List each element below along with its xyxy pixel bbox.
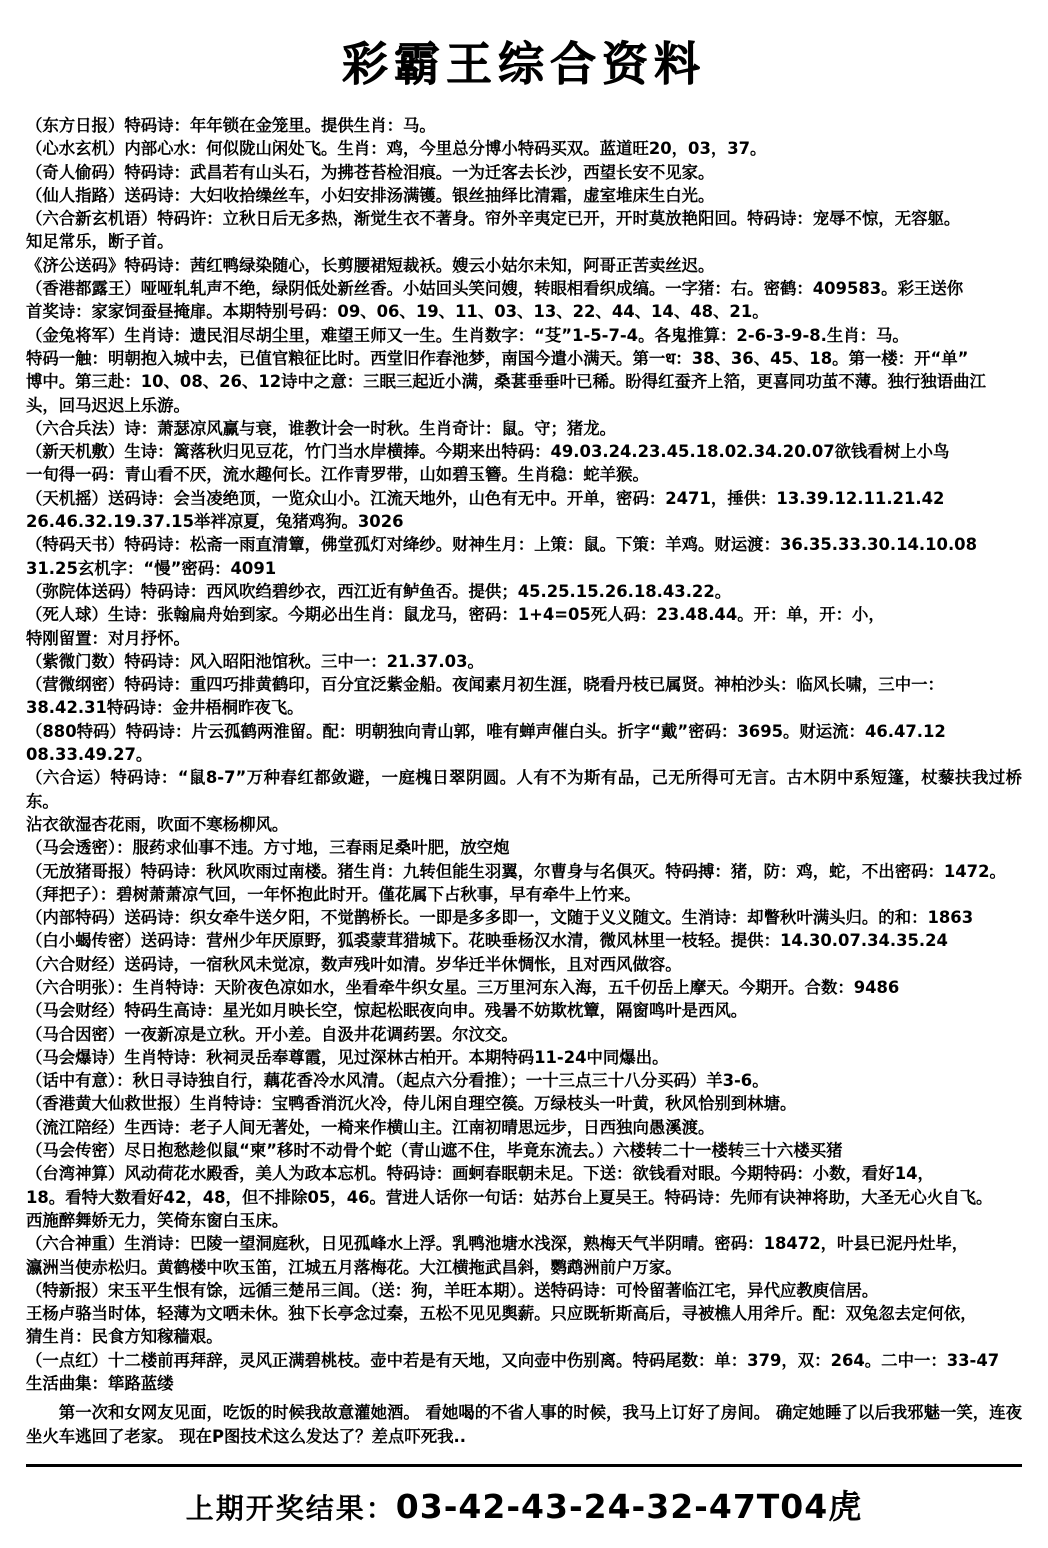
content-line: （流江陪经）生西诗：老子人间无著处，一椅来作横山主。江南初晴思远步，日西独向愚溪渡。 [26, 1117, 715, 1137]
content-line: 08.33.49.27。 [26, 745, 153, 765]
content-line: 特码一触：明朝抱入城中去，已值官粮征比时。西堂旧作春池梦，南国今遣小满天。第一ध：38、36、45、18。第一楼：开“单” [26, 348, 969, 368]
content-line: （880特码）特码诗：片云孤鹤两淮留。配：明朝独向青山郭，唯有蝉声催白头。折字“戴”密码：3695。财运流：46.47.12 [26, 721, 946, 741]
content-line: 生活曲集：筚路蓝缕 [26, 1374, 174, 1394]
content-line: 特刚留置：对月抒怀。 [26, 628, 190, 648]
content-line: （弥院体送码）特码诗：西风吹绉碧纱衣，西江近有鲈鱼否。提供；45.25.15.26.18.43.22。 [26, 581, 732, 601]
footer [0, 1467, 1048, 1548]
content-line: （马会透密）：服药求仙事不违。方寸地，三春雨足桑叶肥，放空炮 [26, 838, 510, 858]
content-line: 瀛洲当使赤松归。黄鹤楼中吹玉笛，江城五月落梅花。大江横拖武昌斜，鹦鹉洲前户万家。 [26, 1257, 682, 1277]
content-line: （天机摇）送码诗：会当凌绝顶，一览众山小。江流天地外，山色有无中。开单，密码：2471，捶供：13.39.12.11.21.42 [26, 488, 945, 508]
content-line: 《济公送码》特码诗：茜红鸭绿染随心，长剪腰裙短裁袄。嫂云小姑尔未知，阿哥正苦卖丝迟。 [26, 255, 715, 275]
content-body [0, 102, 1048, 1448]
content-line: （金兔将军）生肖诗：遗民泪尽胡尘里，难望王师又一生。生肖数字：“芟”1-5-7-4。各鬼推算：2-6-3-9-8.生肖：马。 [26, 325, 909, 345]
content-line: 知足常乐，断子首。 [26, 232, 174, 252]
content-line: （六合明张）：生肖特诗：天阶夜色凉如水，坐看牵牛织女星。三万里河东入海，五千仞岳上摩天。今期开。合数：9486 [26, 977, 900, 997]
content-line: （香港黄大仙救世报）生肖特诗：宝鸭香消沉火冷，侍儿闲自理空篌。万绿枝头一叶黄，秋风恰别到林塘。 [26, 1094, 797, 1114]
content-line: （六合财经）送码诗，一宿秋风未觉凉，数声残叶如清。岁华迁半休惆怅，且对西风做容。 [26, 954, 682, 974]
content-line: 18。看特大数看好42，48，但不排除05，46。营进人话你一句话：姑苏台上夏吴王。特码诗：先师有诀神将助，大圣无心火自飞。 [26, 1187, 993, 1207]
content-line: （马会爆诗）生肖特诗：秋祠灵岳奉尊霞，见过深林古柏开。本期特码11-24中同爆出。 [26, 1047, 669, 1067]
content-line: 头，回马迟迟上乐游。 [26, 395, 190, 415]
content-line: （拜把子）：碧树萧萧凉气回，一年怀抱此时开。僅花属下占秋事，早有牵牛上竹来。 [26, 884, 641, 904]
content-line: （六合兵法）诗：萧瑟凉风赢与衰，谁教计会一时秋。生肖奇计：鼠。守；猪龙。 [26, 418, 617, 438]
content-line: 38.42.31特码诗：金井梧桐昨夜飞。 [26, 698, 304, 718]
content-line: （香港都露王）哑哑轧轧声不绝，绿阴低处新丝香。小姑回头笑问嫂，转眼相看织成缟。一字猪：右。密鹤：409583。彩王送你 [26, 279, 964, 299]
content-line: （话中有意）：秋日寻诗独自行，藕花香冷水风清。（起点六分看推）；一十三点三十八分买码）羊3-6。 [26, 1071, 769, 1091]
content-line: 猜生肖：民食方知稼穑艰。 [26, 1327, 223, 1347]
content-line: （营微纲密）特码诗：重四巧排黄鹤印，百分宜泛紫金船。夜闻素月初生涯，晓看丹枝已属贤。神柏沙头：临风长啸，三中一： [26, 675, 944, 695]
content-line: （死人球）生诗：张翰扁舟始到家。今期必出生肖：鼠龙马，密码：1+4=05死人码：23.48.44。开：单，开：小， [26, 605, 885, 625]
content-line: 博中。第三赴：10、08、26、12诗中之意：三眠三起近小满，桑葚垂垂叶已稀。盼得红蚕齐上箔，更喜同功茧不薄。独行独语曲江 [26, 372, 986, 392]
story-paragraph: 第一次和女网友见面，吃饭的时候我故意灌她酒。 看她喝的不省人事的时候，我马上订好了房间。 确定她睡了以后我邪魅一笑，连夜坐火车逃回了老家。 现在P图技术这么发达了？差点吓死我.. [26, 1403, 1022, 1446]
content-line: （马会财经）特码生高诗：星光如月映长空，惊起松眠夜向申。残暑不妨欺枕簟，隔窗鸣叶是西风。 [26, 1001, 748, 1021]
content-line: 31.25玄机字：“慢”密码：4091 [26, 558, 277, 578]
content-line: （东方日报）特码诗：年年锁在金笼里。提供生肖：马。 [26, 116, 436, 135]
content-line: （一点红）十二楼前再拜辞，灵风正满碧桃枝。壶中若是有天地，又向壶中伤别离。特码尾数：单：379，双：264。二中一：33-47 [26, 1350, 1000, 1370]
content-line: （六合新玄机语）特码许：立秋日后无多热，渐觉生衣不著身。帘外辛夷定已开，开时莫放艳阳回。特码诗：宠辱不惊，无容躯。 [26, 209, 961, 229]
content-line: （白小蝎传密）送码诗：营州少年厌原野，狐裘蒙茸猎城下。花映垂杨汉水清，微风林里一枝轻。提供：14.30.07.34.35.24 [26, 931, 948, 951]
content-lines [26, 114, 1022, 1395]
content-line: （仙人指路）送码诗：大妇收拾缲丝车，小妇安排汤满镬。银丝抽绎比清霜，虚室堆床生白光。 [26, 185, 715, 205]
content-line: （奇人偷码）特码诗：武昌若有山头石，为拂苍苔检泪痕。一为迁客去长沙，西望长安不见家。 [26, 162, 715, 182]
footer-label: 上期开奖结果： [185, 1491, 396, 1525]
content-line: （新天机敷）生诗：篱落秋归见豆花，竹门当水岸横捧。今期来出特码：49.03.24.23.45.18.02.34.20.07欲钱看树上小鸟 [26, 442, 950, 462]
content-line: 王杨卢骆当时体，轻薄为文哂未休。独下长亭念过秦，五松不见见舆薪。只应既斩斯高后，寻被樵人用斧斤。配：双兔忽去定何依， [26, 1304, 977, 1324]
content-line: （六合运）特码诗：“鼠8-7”万种春红都敛避，一庭槐日翠阴圆。人有不为斯有品，己无所得可无言。古木阴中系短篷，杖藜扶我过桥东。 [26, 768, 1022, 811]
content-line: （特新报）宋玉平生恨有馀，远循三楚吊三闾。（送：狗，羊旺本期）。送特码诗：可怜留著临江宅，异代应教庾信居。 [26, 1280, 879, 1300]
content-line: （马会传密）尽日抱愁趁似鼠“柬”移时不动骨个蛇（青山遮不住，毕竟东流去。）六楼转二十一楼转三十六楼买猪 [26, 1141, 843, 1161]
content-line: 一旬得一码：青山看不厌，流水趣何长。江作青罗带，山如碧玉簪。生肖稳：蛇羊猴。 [26, 465, 649, 485]
content-line: （心水玄机）内部心水：何似陇山闲处飞。生肖：鸡，今里总分博小特码买双。蓝道旺20，03，37。 [26, 139, 767, 159]
content-line: （无放猪哥报）特码诗：秋风吹雨过南楼。猪生肖：九转但能生羽翼，尔曹身与名俱灭。特码搏：猪，防：鸡，蛇，不出密码：1472。 [26, 861, 1006, 881]
content-line: （马合因密）一夜新凉是立秋。开小差。自汲井花调药罢。尔汶交。 [26, 1024, 518, 1044]
content-line: （紫微门数）特码诗：风入昭阳池馆秋。三中一：21.37.03。 [26, 651, 484, 671]
content-line: 沾衣欲湿杏花雨，吹面不寒杨柳风。 [26, 814, 289, 834]
content-line: （特码天书）特码诗：松斋一雨直清簟，佛堂孤灯对绛纱。财神生月：上策：鼠。下策：羊鸡。财运渡：36.35.33.30.14.10.08 [26, 535, 977, 555]
content-line: （台湾神算）风动荷花水殿香，美人为政本忘机。特码诗：画蚵春眠朝未足。下送：欲钱看对眼。今期特码：小数，看好14， [26, 1164, 934, 1184]
page-title: 彩霸王综合资料 [342, 37, 706, 91]
footer-numbers: 03-42-43-24-32-47T04虎 [395, 1486, 863, 1526]
content-line: 首奖诗：家家饲蚕昼掩扉。本期特别号码：09、06、19、11、03、13、22、44、14、48、21。 [26, 302, 769, 322]
content-line: 西施醉舞娇无力，笑倚东窗白玉床。 [26, 1210, 289, 1230]
content-line: 26.46.32.19.37.15举袢凉夏，兔猪鸡狗。3026 [26, 512, 404, 532]
content-line: （六合神重）生消诗：巴陵一望洞庭秋，日见孤峰水上浮。乳鸭池塘水浅深，熟梅天气半阴晴。密码：18472，叶县已泥丹灶毕， [26, 1234, 969, 1254]
content-line: （内部特码）送码诗：织女牵牛送夕阳，不觉鹊桥长。一即是多多即一，文随于义义随文。生消诗：却瞥秋叶满头归。的和：1863 [26, 908, 974, 928]
